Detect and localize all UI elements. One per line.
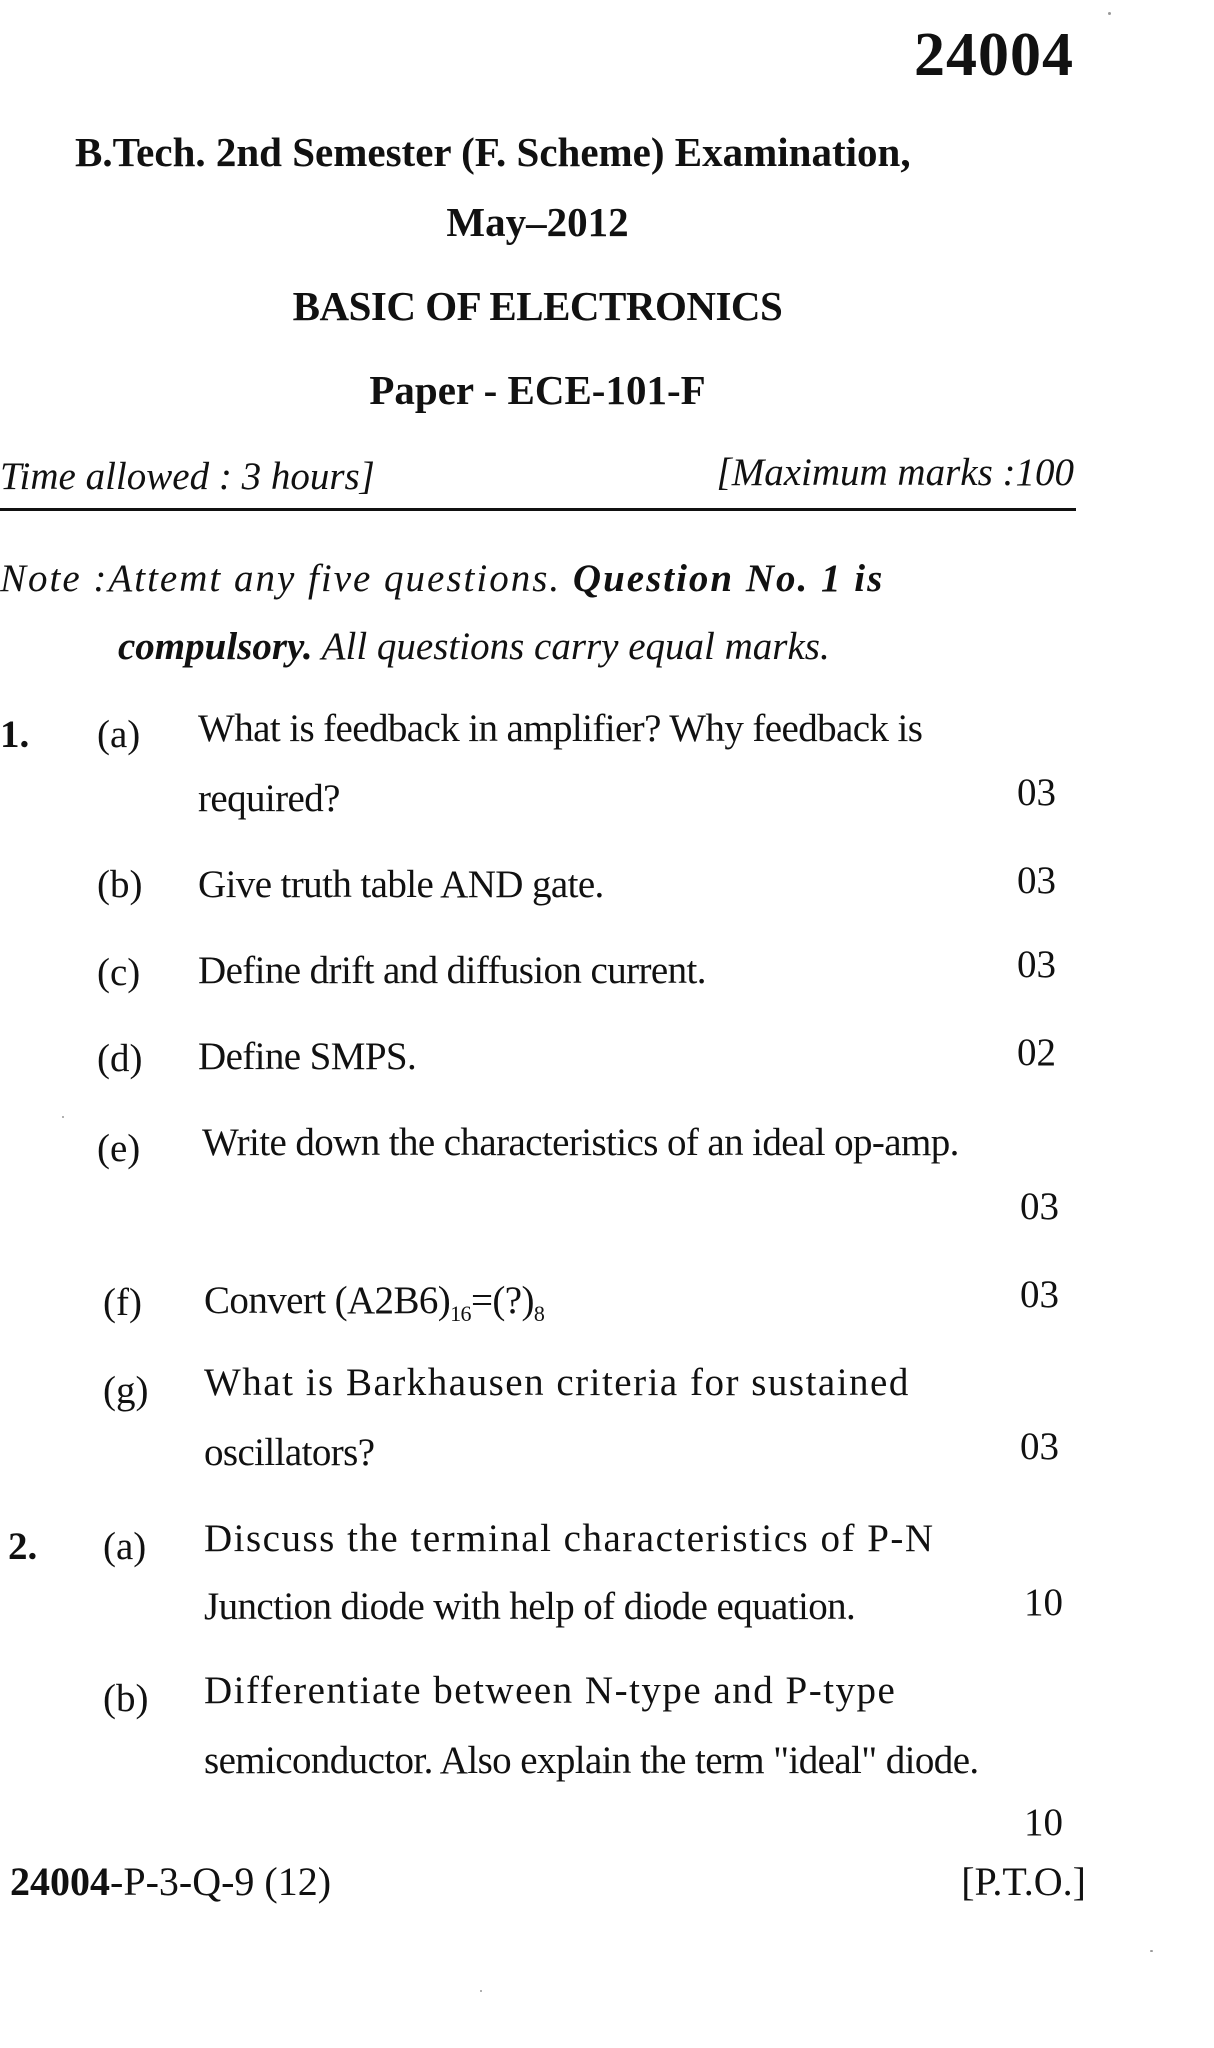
footer-pto: [P.T.O.]	[961, 1859, 1086, 1904]
q2-part-a-line2: Junction diode with help of diode equation.	[204, 1585, 856, 1628]
q1-part-d-marks: 02	[1017, 1031, 1056, 1074]
footer-code-rest: -P-3-Q-9 (12)	[110, 1859, 332, 1904]
exam-date: May–2012	[446, 199, 629, 245]
question-number-1: 1.	[0, 713, 30, 756]
q1-part-f-label: (f)	[103, 1281, 142, 1324]
note-text-2b: All questions carry equal marks.	[312, 625, 830, 668]
q2-part-b-label: (b)	[103, 1677, 149, 1720]
header-divider	[0, 508, 1076, 511]
q1-part-f-text-b: =(?)	[470, 1279, 534, 1322]
paper-code: 24004	[914, 21, 1074, 89]
note-text-1a: Attemt any five questions.	[108, 557, 573, 600]
footer-paper-code	[10, 1858, 331, 1905]
q2-part-a-line1: Discuss the terminal characteristics of P-N	[204, 1517, 935, 1560]
q1-part-e-marks: 03	[1020, 1185, 1059, 1228]
scan-speck	[1150, 1950, 1153, 1952]
footer-code-bold: 24004	[10, 1859, 110, 1904]
q2-part-b-marks: 10	[1024, 1801, 1063, 1844]
q1-part-c-line1: Define drift and diffusion current.	[198, 949, 706, 992]
scan-speck	[1108, 12, 1111, 15]
maximum-marks: [Maximum marks :100	[716, 451, 1074, 494]
q1-part-c-label: (c)	[97, 951, 141, 994]
q1-part-e-label: (e)	[97, 1127, 141, 1170]
note-line-2	[118, 624, 830, 669]
q1-part-g-marks: 03	[1020, 1425, 1059, 1468]
question-number-2: 2.	[8, 1525, 38, 1568]
q1-part-a-marks: 03	[1017, 771, 1056, 814]
q2-part-b-line1: Differentiate between N-type and P-type	[204, 1669, 897, 1712]
q1-part-f-sub-a: 16	[450, 1301, 471, 1326]
scan-speck	[62, 1116, 64, 1118]
q1-part-f-text-a: Convert (A2B6)	[204, 1279, 451, 1322]
q2-part-b-line2: semiconductor. Also explain the term "ideal" diode.	[204, 1739, 979, 1782]
q1-part-g-line1: What is Barkhausen criteria for sustained	[204, 1361, 910, 1404]
subject-title: BASIC OF ELECTRONICS	[292, 283, 783, 329]
q1-part-f-text	[204, 1278, 545, 1326]
note-line-1	[0, 556, 884, 601]
note-text-2a: compulsory.	[118, 625, 313, 668]
exam-title: B.Tech. 2nd Semester (F. Scheme) Examination,	[75, 129, 911, 175]
q1-part-f-marks: 03	[1020, 1273, 1059, 1316]
q2-part-a-marks: 10	[1024, 1581, 1063, 1624]
q1-part-a-line1: What is feedback in amplifier? Why feedback is	[198, 707, 923, 750]
q1-part-d-label: (d)	[97, 1037, 143, 1080]
q1-part-a-label: (a)	[97, 713, 141, 756]
q2-part-a-label: (a)	[103, 1525, 147, 1568]
q1-part-g-line2: oscillators?	[204, 1431, 375, 1474]
q1-part-f-sub-b: 8	[533, 1301, 545, 1326]
scan-speck	[480, 1990, 482, 1992]
q1-part-c-marks: 03	[1017, 943, 1056, 986]
q1-part-b-label: (b)	[97, 863, 143, 906]
q1-part-d-line1: Define SMPS.	[198, 1035, 417, 1078]
q1-part-a-line2: required?	[198, 777, 340, 820]
q1-part-g-label: (g)	[103, 1369, 149, 1412]
note-text-1b: Question No. 1 is	[572, 557, 885, 600]
q1-part-b-marks: 03	[1017, 859, 1056, 902]
time-allowed: Time allowed : 3 hours]	[0, 455, 375, 498]
note-label: Note :	[0, 557, 109, 600]
q1-part-b-line1: Give truth table AND gate.	[198, 863, 604, 906]
q1-part-e-line1: Write down the characteristics of an ideal op-amp.	[202, 1121, 959, 1164]
paper-number: Paper - ECE-101-F	[369, 367, 706, 413]
